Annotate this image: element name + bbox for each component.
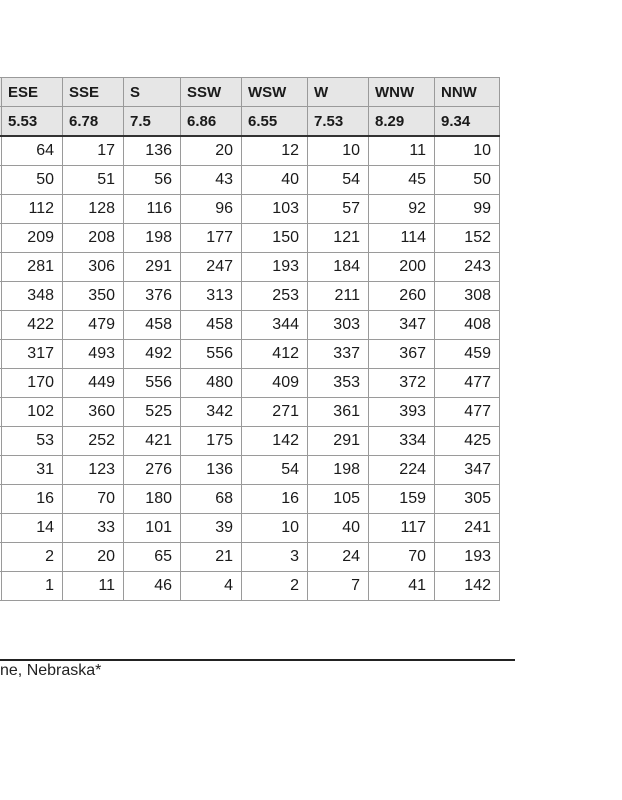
table-cell: 43	[181, 166, 242, 195]
table-row	[0, 282, 500, 311]
table-cell: 56	[124, 166, 181, 195]
table-footer-rule	[0, 659, 515, 661]
table-cell: 525	[124, 398, 181, 427]
mean-speed-cell: 7.5	[124, 107, 181, 137]
table-cell: 21	[181, 543, 242, 572]
mean-speed-cell: 6.55	[242, 107, 308, 137]
table-cell: 114	[369, 224, 435, 253]
table-cell: 409	[242, 369, 308, 398]
table-row	[0, 514, 500, 543]
table-cell: 53	[2, 427, 63, 456]
table-cell: 209	[2, 224, 63, 253]
table-cell: 50	[435, 166, 500, 195]
table-cell: 46	[124, 572, 181, 601]
table-row	[0, 340, 500, 369]
table-cell: 4	[181, 572, 242, 601]
table-cell: 14	[2, 514, 63, 543]
table-cell: 70	[63, 485, 124, 514]
table-row	[0, 253, 500, 282]
table-cell: 123	[63, 456, 124, 485]
table-cell: 10	[242, 514, 308, 543]
table-cell: 99	[435, 195, 500, 224]
table-cell: 291	[308, 427, 369, 456]
table-cell: 348	[2, 282, 63, 311]
table-cell: 556	[181, 340, 242, 369]
table-cell: 342	[181, 398, 242, 427]
table-cell: 136	[181, 456, 242, 485]
table-cell: 243	[435, 253, 500, 282]
table-cell: 360	[63, 398, 124, 427]
table-cell: 17	[63, 136, 124, 166]
table-cell: 344	[242, 311, 308, 340]
table-cell: 376	[124, 282, 181, 311]
table-cell: 479	[63, 311, 124, 340]
table-cell: 175	[181, 427, 242, 456]
table-cell: 291	[124, 253, 181, 282]
table-cell: 393	[369, 398, 435, 427]
table-row	[0, 543, 500, 572]
mean-speed-cell: 6.78	[63, 107, 124, 137]
table-cell: 152	[435, 224, 500, 253]
table-cell: 425	[435, 427, 500, 456]
table-row	[0, 572, 500, 601]
table-cell: 493	[63, 340, 124, 369]
table-cell: 65	[124, 543, 181, 572]
table-cell: 142	[242, 427, 308, 456]
wind-direction-table	[0, 77, 500, 601]
table-row	[0, 166, 500, 195]
table-cell: 350	[63, 282, 124, 311]
table-cell: 101	[124, 514, 181, 543]
table-cell: 2	[242, 572, 308, 601]
table-cell: 16	[242, 485, 308, 514]
table-cell: 306	[63, 253, 124, 282]
table-cell: 68	[181, 485, 242, 514]
table-cell: 39	[181, 514, 242, 543]
table-cell: 159	[369, 485, 435, 514]
table-cell: 1	[2, 572, 63, 601]
table-cell: 334	[369, 427, 435, 456]
table-cell: 347	[435, 456, 500, 485]
table-cell: 422	[2, 311, 63, 340]
table-cell: 121	[308, 224, 369, 253]
direction-header: S	[124, 78, 181, 107]
table-cell: 477	[435, 398, 500, 427]
table-cell: 556	[124, 369, 181, 398]
table-cell: 458	[181, 311, 242, 340]
table-cell: 51	[63, 166, 124, 195]
table-row	[0, 311, 500, 340]
table-cell: 70	[369, 543, 435, 572]
table-cell: 184	[308, 253, 369, 282]
table-cell: 24	[308, 543, 369, 572]
table-cell: 20	[63, 543, 124, 572]
mean-speed-cell: 7.53	[308, 107, 369, 137]
table-cell: 193	[242, 253, 308, 282]
table-row	[0, 398, 500, 427]
table-cell: 477	[435, 369, 500, 398]
table-cell: 353	[308, 369, 369, 398]
table-cell: 136	[124, 136, 181, 166]
direction-header: WNW	[369, 78, 435, 107]
table-row	[0, 485, 500, 514]
table-cell: 50	[2, 166, 63, 195]
table-cell: 224	[369, 456, 435, 485]
table-cell: 412	[242, 340, 308, 369]
direction-header: SSW	[181, 78, 242, 107]
table-cell: 361	[308, 398, 369, 427]
table-cell: 40	[308, 514, 369, 543]
table-cell: 208	[63, 224, 124, 253]
table-cell: 198	[124, 224, 181, 253]
table-row	[0, 195, 500, 224]
table-cell: 200	[369, 253, 435, 282]
table-cell: 92	[369, 195, 435, 224]
table-row	[0, 369, 500, 398]
table-cell: 11	[63, 572, 124, 601]
direction-header: NNW	[435, 78, 500, 107]
table-cell: 103	[242, 195, 308, 224]
table-cell: 10	[308, 136, 369, 166]
table-row	[0, 224, 500, 253]
table-cell: 458	[124, 311, 181, 340]
table-cell: 11	[369, 136, 435, 166]
table-cell: 180	[124, 485, 181, 514]
table-cell: 117	[369, 514, 435, 543]
table-cell: 40	[242, 166, 308, 195]
table-cell: 57	[308, 195, 369, 224]
direction-header: W	[308, 78, 369, 107]
table-row	[0, 136, 500, 166]
table-cell: 128	[63, 195, 124, 224]
table-cell: 16	[2, 485, 63, 514]
table-cell: 10	[435, 136, 500, 166]
direction-header: ESE	[2, 78, 63, 107]
table-cell: 492	[124, 340, 181, 369]
table-cell: 31	[2, 456, 63, 485]
table-cell: 211	[308, 282, 369, 311]
table-cell: 198	[308, 456, 369, 485]
table-cell: 480	[181, 369, 242, 398]
table-cell: 142	[435, 572, 500, 601]
mean-speed-cell: 8.29	[369, 107, 435, 137]
table-cell: 45	[369, 166, 435, 195]
table-cell: 421	[124, 427, 181, 456]
table-cell: 105	[308, 485, 369, 514]
table-cell: 54	[308, 166, 369, 195]
table-cell: 64	[2, 136, 63, 166]
table-cell: 408	[435, 311, 500, 340]
table-cell: 313	[181, 282, 242, 311]
table-cell: 193	[435, 543, 500, 572]
table-cell: 449	[63, 369, 124, 398]
table-cell: 252	[63, 427, 124, 456]
mean-speed-cell: 6.86	[181, 107, 242, 137]
mean-speed-cell: 9.34	[435, 107, 500, 137]
table-cell: 247	[181, 253, 242, 282]
table-cell: 20	[181, 136, 242, 166]
header-row-mean-speed	[0, 107, 500, 137]
table-row	[0, 427, 500, 456]
table-cell: 177	[181, 224, 242, 253]
table-cell: 305	[435, 485, 500, 514]
table-cell: 116	[124, 195, 181, 224]
header-row-directions	[0, 78, 500, 107]
table-cell: 150	[242, 224, 308, 253]
table-cell: 317	[2, 340, 63, 369]
direction-header: SSE	[63, 78, 124, 107]
table-cell: 7	[308, 572, 369, 601]
table-cell: 260	[369, 282, 435, 311]
table-cell: 253	[242, 282, 308, 311]
table-cell: 41	[369, 572, 435, 601]
table-caption: ne, Nebraska*	[0, 662, 102, 679]
table-cell: 308	[435, 282, 500, 311]
table-cell: 271	[242, 398, 308, 427]
direction-header: WSW	[242, 78, 308, 107]
table-cell: 112	[2, 195, 63, 224]
table-cell: 281	[2, 253, 63, 282]
table-cell: 170	[2, 369, 63, 398]
table-cell: 372	[369, 369, 435, 398]
table-cell: 276	[124, 456, 181, 485]
table-cell: 96	[181, 195, 242, 224]
table-cell: 54	[242, 456, 308, 485]
table-cell: 337	[308, 340, 369, 369]
table-cell: 102	[2, 398, 63, 427]
table-row	[0, 456, 500, 485]
table-cell: 3	[242, 543, 308, 572]
table-cell: 241	[435, 514, 500, 543]
table-cell: 303	[308, 311, 369, 340]
table-cell: 33	[63, 514, 124, 543]
mean-speed-cell: 5.53	[2, 107, 63, 137]
table-cell: 459	[435, 340, 500, 369]
table-cell: 367	[369, 340, 435, 369]
table-cell: 12	[242, 136, 308, 166]
table-cell: 2	[2, 543, 63, 572]
table-cell: 347	[369, 311, 435, 340]
